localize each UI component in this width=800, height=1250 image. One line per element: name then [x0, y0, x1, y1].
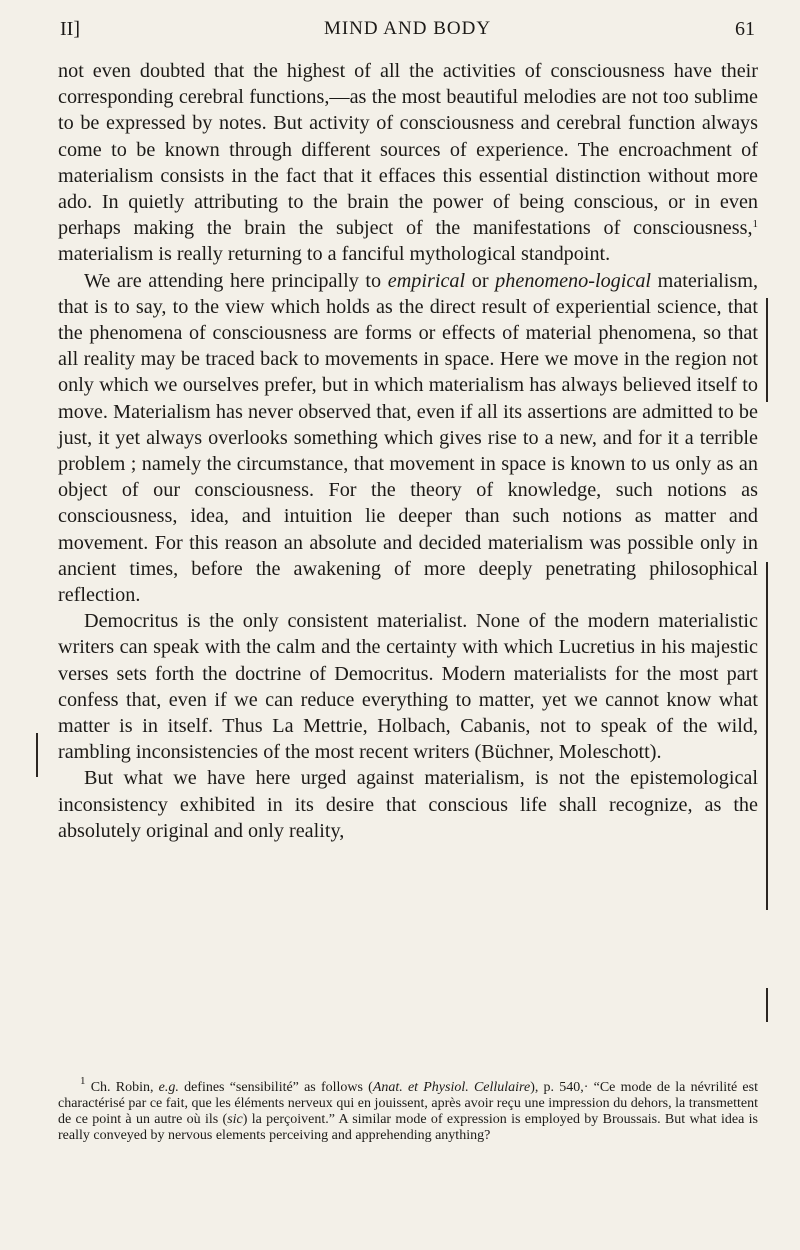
main-text [58, 58, 758, 844]
paragraph-4: But what we have here urged against materialism, is not the epistemological inconsistency exhibited in its desire that conscious life shall recognize, as the absolutely original and only reality, [58, 767, 758, 842]
page-number: 61 [735, 18, 755, 40]
margin-mark [766, 562, 768, 910]
margin-mark [766, 988, 768, 1022]
paragraph-1: not even doubted that the highest of all the activities of consciousness have their corresponding cerebral functions,—as the most beautiful melodies are not too sublime to be expressed by notes. But activity of consciousness and cerebral function always come to be known through different sources of experience. The encroachment of materialism consists in the fact that it effaces this essential distinction without more ado. In quietly attributing to the brain the power of being conscious, or in even perhaps making the brain the subject of the manifestations of consciousness,$^1$ materialism is really returning to a fanciful mythological standpoint. [58, 60, 758, 266]
paragraph-2: We are attending here principally to empirical or phenomeno-logical materialism, that is to say, to the view which holds as the direct result of experiential science, that the phenomena of consciousness are forms or effects of material phenomena, so that all reality may be traced back to movements in space. Here we move in the region not only which we ourselves prefer, but in which materialism has always believed itself to move. Materialism has never observed that, even if all its assertions are admitted to be just, it yet always overlooks something which gives rise to a new, and for it a terrible problem ; namely the circumstance, that movement in space is known to us only as an object of our consciousness. For the theory of knowledge, such notions as consciousness, idea, and intuition lie deeper than such notions as matter and movement. For this reason an absolute and decided materialism was possible only in ancient times, before the awakening of more deeply penetrating philosophical reflection. [58, 269, 758, 607]
running-title: MIND AND BODY [323, 18, 492, 39]
paragraph-3: Democritus is the only consistent materialist. None of the modern materialistic writers can speak with the calm and the certainty with which Lucretius in his majestic verses sets forth the doctrine of Democritus. Modern materialists for the most part confess that, even if we can reduce everything to matter, yet we cannot know what matter is in itself. Thus La Mettrie, Holbach, Cabanis, not to speak of the wild, rambling inconsistencies of the most recent writers (Büchner, Moleschott). [58, 610, 758, 764]
margin-mark [766, 298, 768, 402]
chapter-number: II] [60, 18, 80, 40]
footnote: $^1$ Ch. Robin, e.g. defines “sensibilité” as follows (Anat. et Physiol. Cellulaire), p. 540,· “Ce mode de la névrilité est charactérisé par ce fait, que les éléments nerveux qui en jouissent, après avoir reçu une impression du dehors, la transmettent de ce point à un autre où ils (sic) la perçoivent.” A similar mode of expression is employed by Broussais. But what idea is really conveyed by nervous elements perceiving and apprehending anything? [58, 1075, 758, 1143]
running-header [60, 14, 755, 46]
margin-mark [36, 733, 38, 777]
footnote-ref: 1 [752, 218, 758, 231]
footnote-marker: 1 [80, 1075, 86, 1087]
